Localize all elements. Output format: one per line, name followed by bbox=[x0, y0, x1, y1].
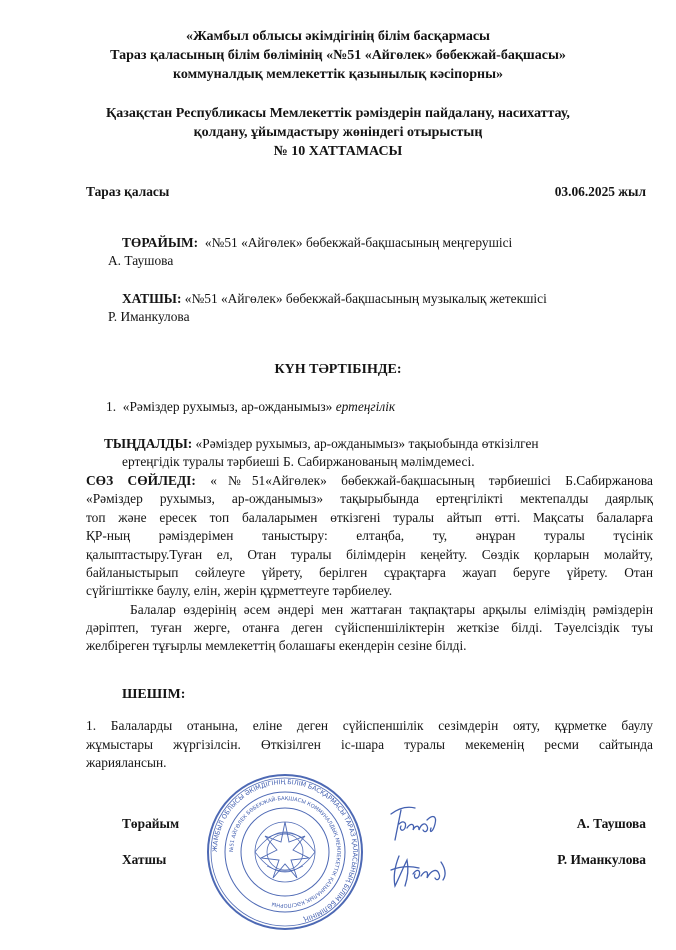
spoke-text-3: топ және ересек топ балаларымен өткізгені туралы айтып өтті. Мақсаты балаларға bbox=[86, 510, 653, 525]
spoke-text-9: дәріптеп, туған жерге, отанға деген сүйіспеншіліктерін жеткізе білді. Тәуелсіздік туы bbox=[86, 620, 653, 635]
official-seal bbox=[205, 772, 365, 932]
chair-label: ТӨРАЙЫМ: bbox=[122, 235, 199, 250]
spoke-text-2: «Рәміздер рухымыз, ар-ожданымыз» тақырыбында ертеңгілікті мектепалды даярлық bbox=[86, 491, 653, 506]
agenda-item-number: 1. bbox=[106, 399, 117, 414]
heard-label: ТЫҢДАЛДЫ: bbox=[104, 436, 193, 451]
org-header-line-3: коммуналдық мемлекеттік қазынылық кәсіпорны» bbox=[172, 67, 503, 82]
seal-inner-text: №51 АЙГӨЛЕК БӨБЕКЖАЙ-БАҚШАСЫ КОММУНАЛДЫҚ МЕМЛЕКЕТТІК ҚАЗЫНАЛЫҚ КӘСІПОРНЫ bbox=[228, 795, 342, 909]
chair-name: А. Таушова bbox=[108, 253, 174, 268]
agenda-heading: КҮН ТӘРТІБІНДЕ: bbox=[274, 362, 402, 377]
secretary-signature bbox=[385, 848, 455, 893]
decision-text-1: 1. Балаларды отанына, еліне деген сүйіспеншілік сезімдерін ояту, құрметке баулу bbox=[86, 718, 653, 733]
secretary-sign-label: Хатшы bbox=[122, 852, 167, 867]
chair-sign-name: А. Таушова bbox=[576, 816, 646, 831]
heard-text-1: «Рәміздер рухымыз, ар-ожданымыз» тақыобында өткізілген bbox=[195, 436, 539, 451]
spoke-text-4: ҚР-ның рәміздерімен таныстыру: елтаңба, ту, әнұран туралы түсінік bbox=[86, 528, 653, 543]
secretary-label: ХАТШЫ: bbox=[122, 291, 182, 306]
protocol-number: № 10 ХАТТАМАСЫ bbox=[273, 144, 403, 159]
protocol-title-line-1: Қазақстан Республикасы Мемлекеттік рәміздерін пайдалану, насихаттау, bbox=[106, 106, 570, 121]
spoke-text-10: желбіреген тұғырлы мемлекеттің болашағы екендерін сезіне білді. bbox=[86, 638, 467, 653]
spoke-line-1 bbox=[86, 472, 653, 489]
protocol-title-line-2: қолдану, ұйымдастыру жөніндегі отырыстың bbox=[193, 125, 483, 140]
org-header-line-1: «Жамбыл облысы әкімдігінің білім басқармасы bbox=[186, 29, 490, 44]
decision-heading: ШЕШІМ: bbox=[122, 687, 186, 702]
org-header-line-2: Тараз қаласының білім бөлімінің «№51 «Айгөлек» бөбекжай-бақшасы» bbox=[110, 48, 566, 63]
spoke-text-6: байланыстырып сөйлеуге үйрету, берілген сұрақтарға жауап беруге үйрету. Отан bbox=[86, 565, 653, 580]
seal-outer-text: ЖАМБЫЛ ОБЛЫСЫ ӘКІМДІГІНІҢ БІЛІМ БАСҚАРМАСЫ ТАРАЗ ҚАЛАСЫНЫҢ БІЛІМ БӨЛІМІНІҢ bbox=[210, 777, 360, 924]
chair-role: «№51 «Айгөлек» бөбекжай-бақшасының меңгерушісі bbox=[204, 235, 513, 250]
spoke-text-7: сүйгіштікке баулу, елін, жерін құрметтеуге тәрбиелеу. bbox=[86, 583, 393, 598]
chair-signature bbox=[385, 800, 445, 850]
city: Тараз қаласы bbox=[86, 184, 170, 199]
heard-text-2: ертеңгідік туралы тәрбиеші Б. Сабиржанованың мәлімдемесі. bbox=[122, 454, 475, 469]
secretary-sign-name: Р. Иманкулова bbox=[557, 852, 646, 867]
decision-text-2: жұмыстары жүргізілсін. Өткізілген іс-шара туралы мекеменің ресми сайтында bbox=[86, 737, 653, 752]
spoke-text-1: «№51«Айгөлек» бөбекжай-бақшасының тәрбиешісі Б.Сабиржанова bbox=[210, 473, 653, 488]
agenda-item bbox=[106, 398, 395, 415]
spoke-text-8: Балалар өздерінің әсем әндері мен жаттаған тақпақтары арқылы еліміздің рәміздерін bbox=[130, 602, 653, 617]
secretary-block bbox=[122, 290, 547, 307]
chair-block bbox=[122, 234, 512, 251]
agenda-item-text: «Рәміздер рухымыз, ар-ожданымыз» bbox=[122, 399, 333, 414]
agenda-item-italic: ертеңгілік bbox=[335, 399, 396, 414]
date: 03.06.2025 жыл bbox=[554, 184, 646, 199]
heard-line-1 bbox=[104, 435, 539, 452]
secretary-name: Р. Иманкулова bbox=[108, 309, 190, 324]
spoke-label: СӨЗ СӨЙЛЕДІ: bbox=[86, 473, 196, 488]
chair-sign-label: Төрайым bbox=[122, 816, 180, 831]
spoke-text-5: қалыптастыру.Туған ел, Отан туралы білімдерін кеңейту. Сөздік қорларын молайту, bbox=[86, 547, 653, 562]
decision-text-3: жариялансын. bbox=[86, 755, 167, 770]
secretary-role: «№51 «Айгөлек» бөбекжай-бақшасының музыкалық жетекшісі bbox=[184, 291, 547, 306]
